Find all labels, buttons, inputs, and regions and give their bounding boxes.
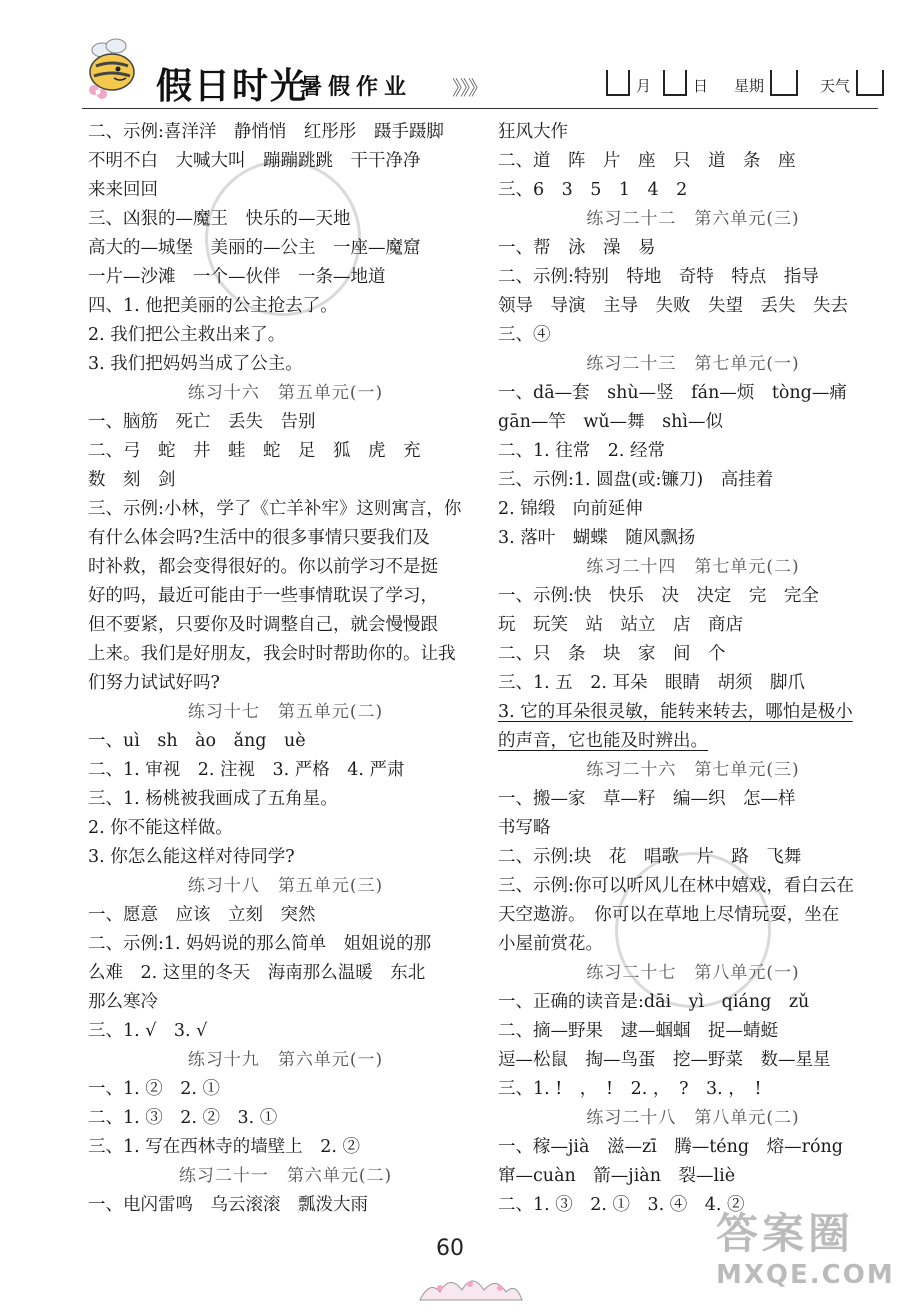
date-fields: [606, 66, 886, 96]
answer-line: 好的吗，最近可能由于一些事情耽误了学习，: [88, 586, 438, 606]
bee-mascot-icon: [82, 36, 148, 102]
book-title: 假日时光: [156, 66, 309, 107]
answer-line: 3. 落叶 蝴蝶 随风飘扬: [498, 528, 696, 548]
answer-line: 窜—cuàn 箭—jiàn 裂—liè: [498, 1166, 736, 1186]
answer-line: 三、1. 五 2. 耳朵 眼睛 胡须 脚爪: [498, 673, 806, 693]
section-heading: 练习二十八 第八单元(二): [586, 1108, 800, 1128]
answer-line: 上来。我们是好朋友，我会时时帮助你的。让我: [88, 644, 456, 664]
section-heading: 练习二十三 第七单元(一): [586, 354, 800, 374]
answer-line: 数 刻 剑: [88, 470, 176, 490]
section-heading: 练习十六 第五单元(一): [187, 383, 384, 403]
answer-line: 一、稼—jià 滋—zī 腾—téng 熔—róng: [498, 1137, 844, 1157]
answer-line: 一、dā—套 shù—竖 fán—烦 tòng—痛: [498, 383, 847, 403]
answer-line: 三、1. 杨桃被我画成了五角星。: [88, 789, 338, 809]
left-answer-column: [88, 118, 483, 1220]
day-box: [663, 70, 687, 96]
month-label: 月: [636, 77, 652, 95]
answer-line: 3. 你怎么能这样对待同学?: [88, 847, 295, 867]
answer-line: 二、示例:喜洋洋 静悄悄 红彤彤 蹑手蹑脚: [88, 122, 444, 142]
answer-line: 来来回回: [88, 180, 158, 200]
site-watermark: [716, 1208, 895, 1304]
section-heading: 练习二十六 第七单元(三): [586, 760, 800, 780]
section-heading: 练习十八 第五单元(三): [187, 876, 384, 896]
answer-line: 3. 它的耳朵很灵敏，能转来转去，哪怕是极小: [498, 702, 853, 722]
answer-line: 一、电闪雷鸣 乌云滚滚 瓢泼大雨: [88, 1195, 368, 1215]
answer-line: 一、帮 泳 澡 易: [498, 238, 656, 258]
answer-line: 三、1. ! ， ! 2. ， ? 3. ， !: [498, 1079, 762, 1099]
answer-line: 不明不白 大喊大叫 蹦蹦跳跳 干干净净: [88, 151, 421, 171]
answer-line: 3. 我们把妈妈当成了公主。: [88, 354, 303, 374]
chevrons-decoration: 》》》: [452, 76, 486, 100]
answer-line: 么难 2. 这里的冬天 海南那么温暖 东北: [88, 963, 426, 983]
section-heading: 练习十九 第六单元(一): [187, 1050, 384, 1070]
answer-line: 三、6 3 5 1 4 2: [498, 180, 688, 200]
watermark-url: MXQE.COM: [716, 1260, 895, 1290]
answer-line: 一、示例:快 快乐 决 决定 完 完全: [498, 586, 819, 606]
answer-line: 一、正确的读音是:dāi yì qiáng zǔ: [498, 992, 810, 1012]
answer-line: 二、只 条 块 家 间 个: [498, 644, 726, 664]
section-heading: 练习二十二 第六单元(三): [586, 209, 800, 229]
page-header: [0, 0, 900, 118]
answer-line: 三、1. 写在西林寺的墙壁上 2. ②: [88, 1137, 361, 1157]
answer-line: 二、示例:块 花 唱歌 片 路 飞舞: [498, 847, 802, 867]
answer-line: 领导 导演 主导 失败 失望 丢失 失去: [498, 296, 848, 316]
book-subtitle: 暑假作业: [300, 75, 413, 100]
answer-line: 时补救，都会变得很好的。你以前学习不是挺: [88, 557, 438, 577]
answer-line: 们努力试试好吗?: [88, 673, 220, 693]
answer-line: 一、1. ② 2. ①: [88, 1079, 221, 1099]
answer-line: 的声音，它也能及时辨出。: [498, 731, 708, 751]
section-heading: 练习二十四 第七单元(二): [586, 557, 800, 577]
answer-line: 二、摘—野果 逮—蝈蝈 捉—蜻蜓: [498, 1021, 778, 1041]
section-heading: 练习十七 第五单元(二): [187, 702, 384, 722]
answer-line: 玩 玩笑 站 站立 店 商店: [498, 615, 743, 635]
watermark-title: 答案圈: [716, 1209, 855, 1258]
weekday-box: [770, 70, 798, 96]
answer-line: 逗—松鼠 掏—鸟蛋 挖—野菜 数—星星: [498, 1050, 831, 1070]
answer-line: 一片—沙滩 一个—伙伴 一条—地道: [88, 267, 386, 287]
answer-line: 三、示例:1. 圆盘(或:镰刀) 高挂着: [498, 470, 774, 490]
header-divider: [82, 108, 878, 109]
answer-line: 二、1. 审视 2. 注视 3. 严格 4. 严肃: [88, 760, 405, 780]
answer-line: 二、1. 往常 2. 经常: [498, 441, 666, 461]
answer-line: 三、1. √ 3. √: [88, 1021, 208, 1041]
weather-label: 天气: [820, 77, 851, 95]
right-answer-column: [498, 118, 888, 1220]
answer-line: 天空遨游。 你可以在草地上尽情玩耍，坐在: [498, 905, 840, 925]
answer-line: 二、示例:1. 妈妈说的那么简单 姐姐说的那: [88, 934, 432, 954]
answer-line: 2. 我们把公主救出来了。: [88, 325, 286, 345]
answer-line: 二、弓 蛇 井 蛙 蛇 足 狐 虎 充: [88, 441, 421, 461]
answer-line: 书写略: [498, 818, 551, 838]
page-number: 60: [436, 1236, 464, 1261]
answer-line: 二、1. ③ 2. ② 3. ①: [88, 1108, 278, 1128]
section-heading: 练习二十七 第八单元(一): [586, 963, 800, 983]
answer-line: 三、示例:你可以听风儿在林中嬉戏，看白云在: [498, 876, 854, 896]
weekday-label: 星期: [734, 77, 765, 95]
answer-line: 2. 锦缎 向前延伸: [498, 499, 643, 519]
answer-line: 小屋前赏花。: [498, 934, 603, 954]
day-label: 日: [693, 77, 709, 95]
answer-line: 2. 你不能这样做。: [88, 818, 233, 838]
answer-line: 一、脑筋 死亡 丢失 告别: [88, 412, 316, 432]
answer-line: 一、搬—家 草—籽 编—织 怎—样: [498, 789, 796, 809]
flower-decoration-icon: [410, 1262, 530, 1302]
section-heading: 练习二十一 第六单元(二): [178, 1166, 393, 1186]
answer-line: 四、1. 他把美丽的公主抢去了。: [88, 296, 338, 316]
answer-line: 一、愿意 应该 立刻 突然: [88, 905, 316, 925]
answer-line: gān—竿 wǔ—舞 shì—似: [498, 412, 724, 432]
weather-box: [856, 70, 884, 96]
answer-line: 三、④: [498, 325, 551, 345]
answer-line: 一、uì sh ào ǎng uè: [88, 731, 306, 751]
answer-line: 二、示例:特别 特地 奇特 特点 指导: [498, 267, 819, 287]
answer-line: 高大的—城堡 美丽的—公主 一座—魔窟: [88, 238, 421, 258]
answer-line: 有什么体会吗?生活中的很多事情只要我们及: [88, 528, 430, 548]
answer-line: 二、道 阵 片 座 只 道 条 座: [498, 151, 796, 171]
answer-line: 二、1. ③ 2. ① 3. ④ 4. ②: [498, 1195, 745, 1215]
answer-line: 但不要紧，只要你及时调整自己，就会慢慢跟: [88, 615, 438, 635]
answer-line: 三、凶狠的—魔王 快乐的—天地: [88, 209, 351, 229]
month-box: [606, 70, 630, 96]
answer-line: 狂风大作: [498, 122, 568, 142]
answer-line: 三、示例:小林，学了《亡羊补牢》这则寓言，你: [88, 499, 462, 519]
answer-line: 那么寒冷: [88, 992, 158, 1012]
